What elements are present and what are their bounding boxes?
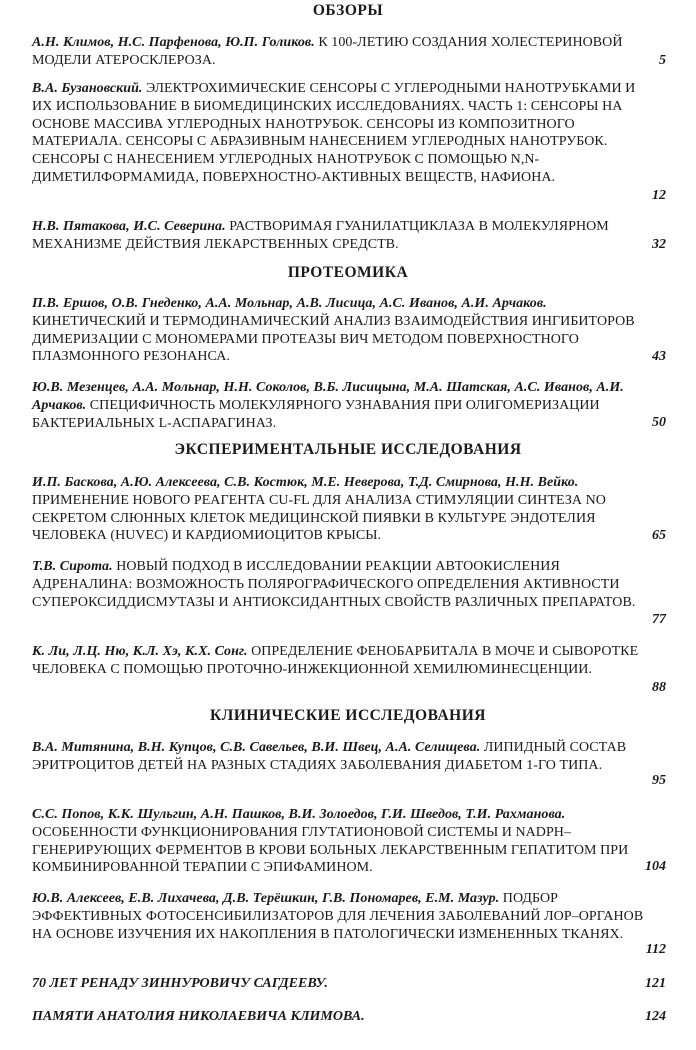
section-title-reviews: ОБЗОРЫ xyxy=(312,2,384,19)
article-entry[interactable] xyxy=(32,890,644,943)
article-title: СПЕЦИФИЧНОСТЬ МОЛЕКУЛЯРНОГО УЗНАВАНИЯ ПРИ ОЛИГОМЕРИЗАЦИИ БАКТЕРИАЛЬНЫХ L-АСПАРАГИНАЗ. xyxy=(32,397,600,431)
article-title: ОСОБЕННОСТИ ФУНКЦИОНИРОВАНИЯ ГЛУТАТИОНОВОЙ СИСТЕМЫ И NADPH–ГЕНЕРИРУЮЩИХ ФЕРМЕНТОВ В КРОВИ БОЛЬНЫХ ЛЕКАРСТВЕННЫМ ГЕПАТИТОМ ПРИ КОМБИНИРОВАННОЙ ТЕРАПИИ С ЭПИФАМИНОМ. xyxy=(32,824,629,876)
page-number: 43 xyxy=(652,349,666,364)
article-title: ЛИПИДНЫЙ СОСТАВ ЭРИТРОЦИТОВ ДЕТЕЙ НА РАЗНЫХ СТАДИЯХ ЗАБОЛЕВАНИЯ ДИАБЕТОМ 1-ГО ТИПА. xyxy=(32,740,627,773)
article-entry[interactable] xyxy=(32,218,644,254)
page-number: 124 xyxy=(645,1009,666,1024)
page-number: 50 xyxy=(652,415,666,430)
article-entry[interactable] xyxy=(32,739,644,775)
article-authors: Т.В. Сирота. xyxy=(32,559,113,574)
page-number: 65 xyxy=(652,528,666,543)
article-authors: К. Ли, Л.Ц. Ню, К.Л. Хэ, К.Х. Сонг. xyxy=(32,644,248,659)
section-title-experimental: ЭКСПЕРИМЕНТАЛЬНЫЕ ИССЛЕДОВАНИЯ xyxy=(174,441,522,458)
article-entry[interactable] xyxy=(32,34,644,70)
article-title: ОПРЕДЕЛЕНИЕ ФЕНОБАРБИТАЛА В МОЧЕ И СЫВОРОТКЕ ЧЕЛОВЕКА С ПОМОЩЬЮ ПРОТОЧНО-ИНЖЕКЦИОННОЙ ХЕМИЛЮМИНЕСЦЕНЦИИ. xyxy=(32,644,639,677)
article-authors: В.А. Бузановский. xyxy=(32,81,143,96)
article-title: К 100-ЛЕТИЮ СОЗДАНИЯ ХОЛЕСТЕРИНОВОЙ МОДЕЛИ АТЕРОСКЛЕРОЗА. xyxy=(32,35,623,68)
page-number: 12 xyxy=(652,188,666,203)
article-entry[interactable] xyxy=(32,558,644,611)
article-entry[interactable] xyxy=(32,643,644,679)
article-authors: Ю.В. Алексеев, Е.В. Лихачева, Д.В. Терёшкин, Г.В. Пономарев, Е.М. Мазур. xyxy=(32,891,500,906)
article-entry[interactable] xyxy=(32,379,644,432)
page-number: 32 xyxy=(652,237,666,252)
memorial-entry[interactable]: ПАМЯТИ АНАТОЛИЯ НИКОЛАЕВИЧА КЛИМОВА. xyxy=(32,1009,365,1024)
page-number: 112 xyxy=(645,942,666,957)
article-entry[interactable] xyxy=(32,80,644,187)
article-authors: И.П. Баскова, А.Ю. Алексеева, С.В. Костюк, М.Е. Неверова, Т.Д. Смирнова, Н.Н. Вейко. xyxy=(32,475,579,490)
article-authors: С.С. Попов, К.К. Шульгин, А.Н. Пашков, В.И. Золоедов, Г.И. Шведов, Т.И. Рахманова. xyxy=(32,807,566,822)
anniversary-entry[interactable]: 70 ЛЕТ РЕНАДУ ЗИННУРОВИЧУ САГДЕЕВУ. xyxy=(32,976,328,991)
page-number: 77 xyxy=(652,612,666,627)
article-title: ПРИМЕНЕНИЕ НОВОГО РЕАГЕНТА CU-FL ДЛЯ АНАЛИЗА СТИМУЛЯЦИИ СИНТЕЗА NO СЕКРЕТОМ СЛЮННЫХ КЛЕТОК МЕДИЦИНСКОЙ ПИЯВКИ В КУЛЬТУРЕ ЭНДОТЕЛИЯ ЧЕЛОВЕКА (HUVEC) И КАРДИОМИОЦИТОВ КРЫСЫ. xyxy=(32,492,606,544)
page-number: 88 xyxy=(652,680,666,695)
page-number: 121 xyxy=(645,976,666,991)
article-authors: Ю.В. Мезенцев, А.А. Мольнар, Н.Н. Соколов, В.Б. Лисицына, М.А. Шатская, А.С. Иванов, А.И. Арчаков. xyxy=(32,380,624,413)
article-title: КИНЕТИЧЕСКИЙ И ТЕРМОДИНАМИЧЕСКИЙ АНАЛИЗ ВЗАИМОДЕЙСТВИЯ ИНГИБИТОРОВ ДИМЕРИЗАЦИИ С МОНОМЕРАМИ ПРОТЕАЗЫ ВИЧ МЕТОДОМ ПОВЕРХНОСТНОГО ПЛАЗМОННОГО РЕЗОНАНСА. xyxy=(32,313,635,365)
article-authors: П.В. Ершов, О.В. Гнеденко, А.А. Мольнар, А.В. Лисица, А.С. Иванов, А.И. Арчаков. xyxy=(32,296,547,311)
article-authors: Н.В. Пятакова, И.С. Северина. xyxy=(32,219,226,234)
article-entry[interactable] xyxy=(32,295,644,366)
article-title: ПОДБОР ЭФФЕКТИВНЫХ ФОТОСЕНСИБИЛИЗАТОРОВ ДЛЯ ЛЕЧЕНИЯ ЗАБОЛЕВАНИЙ ЛОР–ОРГАНОВ НА ОСНОВЕ ИЗУЧЕНИЯ ИХ НАКОПЛЕНИЯ В ПАТОЛОГИЧЕСКИ ИЗМЕНЕННЫХ ТКАНЯХ. xyxy=(32,891,644,942)
article-authors: В.А. Митянина, В.Н. Купцов, С.В. Савельев, В.И. Швец, А.А. Селищева. xyxy=(32,740,481,755)
page-number: 5 xyxy=(659,53,666,68)
article-title: ЭЛЕКТРОХИМИЧЕСКИЕ СЕНСОРЫ С УГЛЕРОДНЫМИ НАНОТРУБКАМИ И ИХ ИСПОЛЬЗОВАНИЕ В БИОМЕДИЦИНСКИХ ИССЛЕДОВАНИЯХ. ЧАСТЬ 1: СЕНСОРЫ НА ОСНОВЕ МАССИВА УГЛЕРОДНЫХ НАНОТРУБОК. СЕНСОРЫ ИЗ КОМПОЗИТНОГО МАТЕРИАЛА. СЕНСОРЫ С АБРАЗИВНЫМ НАНЕСЕНИЕМ УГЛЕРОДНЫХ НАНОТРУБОК. СЕНСОРЫ С НАНЕСЕНИЕМ УГЛЕРОДНЫХ НАНОТРУБОК С ПОМОЩЬЮ N,N-ДИМЕТИЛФОРМАМИДА, ПОВЕРХНОСТНО-АКТИВНЫХ ВЕЩЕСТВ, НАФИОНА. xyxy=(32,81,636,185)
article-authors: А.Н. Климов, Н.С. Парфенова, Ю.П. Голиков. xyxy=(32,35,315,50)
article-title: НОВЫЙ ПОДХОД В ИССЛЕДОВАНИИ РЕАКЦИИ АВТООКИСЛЕНИЯ АДРЕНАЛИНА: ВОЗМОЖНОСТЬ ПОЛЯРОГРАФИЧЕСКОГО ОПРЕДЕЛЕНИЯ АКТИВНОСТИ СУПЕРОКСИДДИСМУТАЗЫ И АНТИОКСИДАНТНЫХ СВОЙСТВ РАЗЛИЧНЫХ ПРЕПАРАТОВ. xyxy=(32,559,636,610)
article-title: РАСТВОРИМАЯ ГУАНИЛАТЦИКЛАЗА В МОЛЕКУЛЯРНОМ МЕХАНИЗМЕ ДЕЙСТВИЯ ЛЕКАРСТВЕННЫХ СРЕДСТВ. xyxy=(32,219,609,252)
page-number: 104 xyxy=(645,859,666,874)
article-entry[interactable] xyxy=(32,474,644,545)
section-title-clinical: КЛИНИЧЕСКИЕ ИССЛЕДОВАНИЯ xyxy=(210,707,486,724)
page-number: 95 xyxy=(652,773,666,788)
article-entry[interactable] xyxy=(32,806,644,877)
section-title-proteomics: ПРОТЕОМИКА xyxy=(287,264,409,281)
